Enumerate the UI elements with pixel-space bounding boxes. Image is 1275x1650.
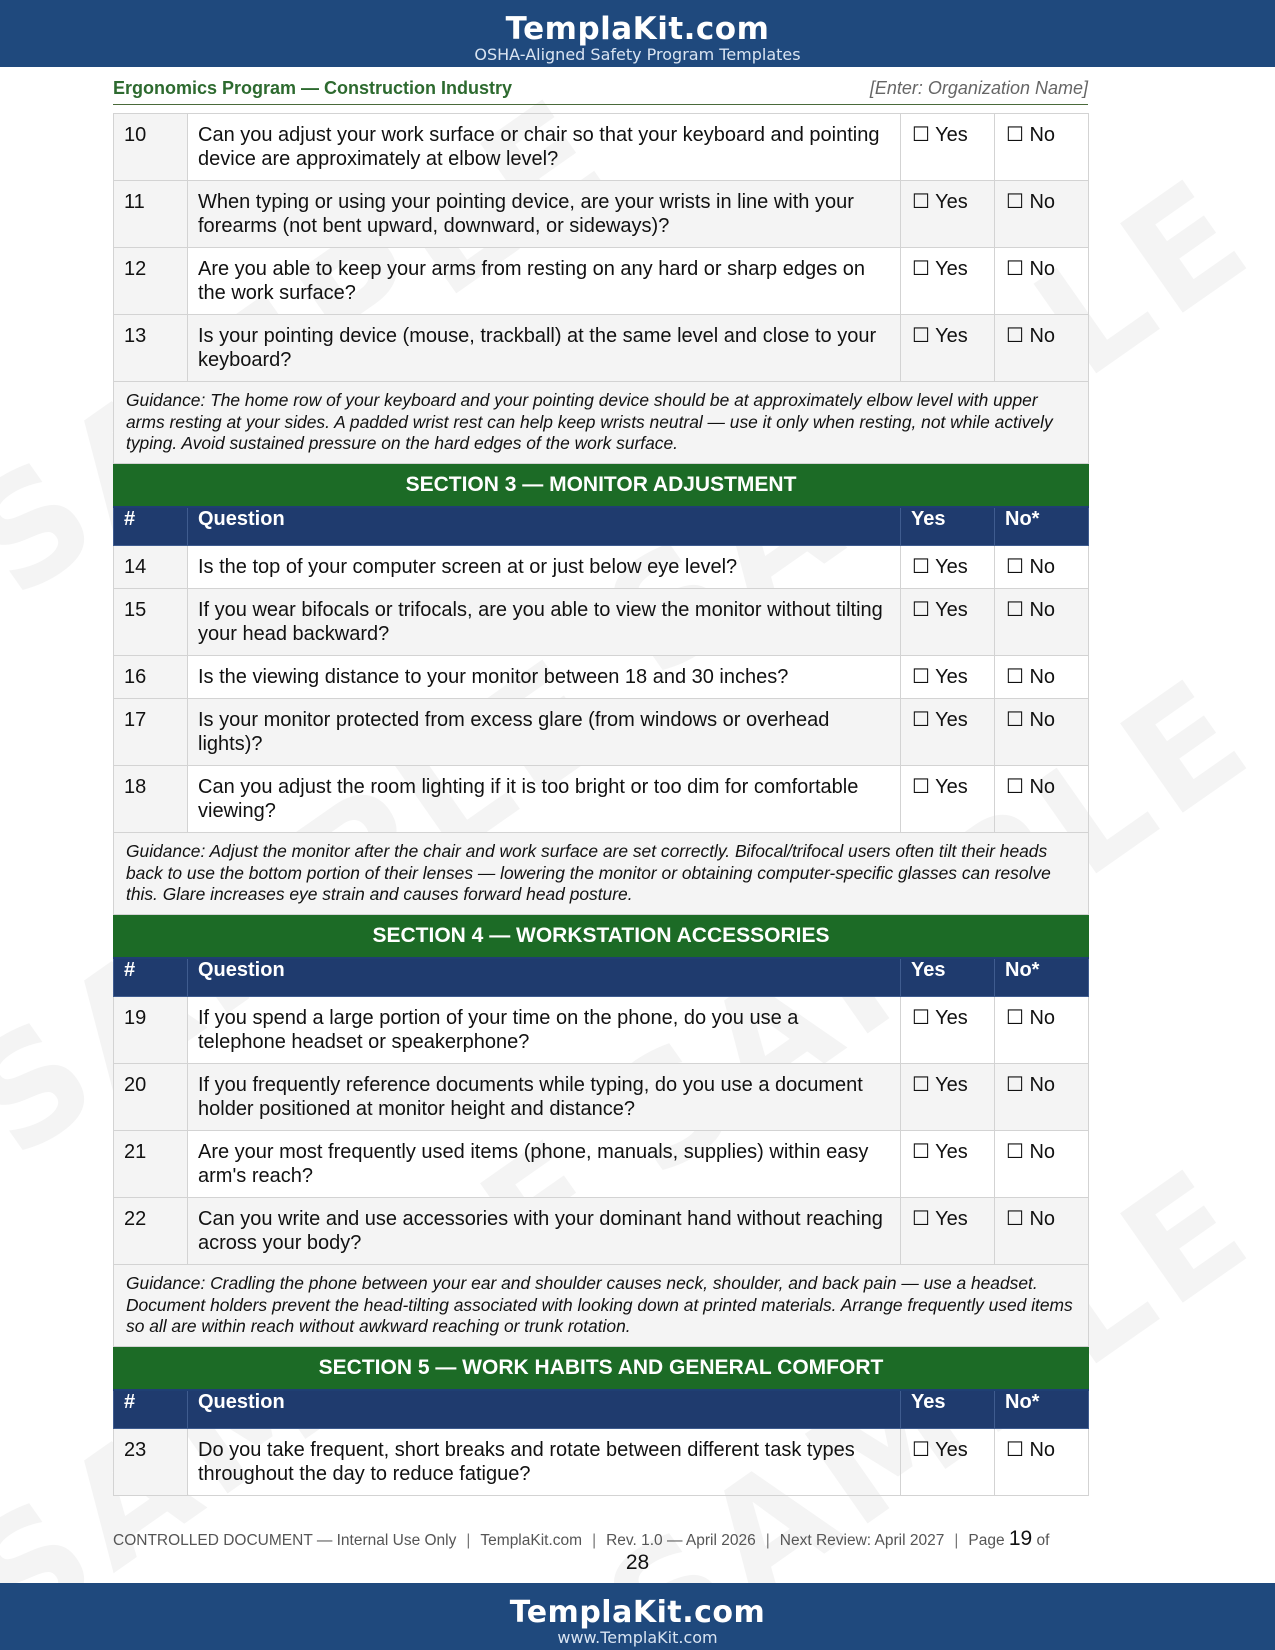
no-checkbox[interactable]: ☐ No: [995, 248, 1089, 315]
document-title: Ergonomics Program — Construction Industry: [113, 78, 513, 98]
question-text: Can you adjust your work surface or chair so that your keyboard and pointing device are approximately at elbow level?: [188, 114, 901, 181]
guidance-text: Guidance: Cradling the phone between your ear and shoulder causes neck, shoulder, and back pain — use a headset. Document holders prevent the head-tilting associated with looking down at printed materials. Arrange frequently used items so all are within reach without awkward reaching or trunk rotation.: [114, 1265, 1089, 1347]
footer-page-label: Page: [968, 1532, 1005, 1549]
no-checkbox[interactable]: ☐ No: [995, 1064, 1089, 1131]
yes-checkbox[interactable]: ☐ Yes: [901, 181, 995, 248]
footer-of-label: of: [1036, 1532, 1050, 1549]
yes-checkbox[interactable]: ☐ Yes: [901, 1429, 995, 1496]
question-number: 23: [114, 1429, 188, 1496]
yes-checkbox[interactable]: ☐ Yes: [901, 766, 995, 833]
question-number: 19: [114, 997, 188, 1064]
question-text: Is the viewing distance to your monitor between 18 and 30 inches?: [188, 656, 901, 699]
yes-checkbox[interactable]: ☐ Yes: [901, 1131, 995, 1198]
page-footer: [113, 1526, 1161, 1553]
yes-checkbox[interactable]: ☐ Yes: [901, 248, 995, 315]
section-title: SECTION 4 — WORKSTATION ACCESSORIES: [114, 914, 1089, 958]
question-row: [114, 315, 1089, 382]
no-checkbox[interactable]: ☐ No: [995, 1429, 1089, 1496]
brand-logo-text: TemplaKit.com: [505, 11, 770, 47]
question-row: [114, 699, 1089, 766]
question-number: 16: [114, 656, 188, 699]
top-banner: [0, 0, 1275, 67]
no-checkbox[interactable]: ☐ No: [995, 699, 1089, 766]
column-header-no: No*: [995, 958, 1089, 997]
question-number: 15: [114, 589, 188, 656]
question-text: Can you write and use accessories with your dominant hand without reaching across your body?: [188, 1198, 901, 1265]
yes-checkbox[interactable]: ☐ Yes: [901, 589, 995, 656]
footer-page-number: 19: [1008, 1527, 1033, 1550]
bottom-site-url[interactable]: www.TemplaKit.com: [557, 1628, 718, 1647]
question-text: If you wear bifocals or trifocals, are you able to view the monitor without tilting your head backward?: [188, 589, 901, 656]
footer-revision: Rev. 1.0 — April 2026: [606, 1532, 756, 1549]
no-checkbox[interactable]: ☐ No: [995, 1131, 1089, 1198]
footer-separator: |: [765, 1532, 770, 1549]
guidance-row: [114, 382, 1089, 464]
yes-checkbox[interactable]: ☐ Yes: [901, 546, 995, 589]
footer-separator: |: [466, 1532, 471, 1549]
footer-separator: |: [954, 1532, 959, 1549]
question-text: Are your most frequently used items (phone, manuals, supplies) within easy arm's reach?: [188, 1131, 901, 1198]
question-text: Are you able to keep your arms from resting on any hard or sharp edges on the work surface?: [188, 248, 901, 315]
no-checkbox[interactable]: ☐ No: [995, 656, 1089, 699]
question-number: 12: [114, 248, 188, 315]
question-number: 11: [114, 181, 188, 248]
column-header-yes: Yes: [901, 1390, 995, 1429]
question-number: 21: [114, 1131, 188, 1198]
checklist-table: [113, 113, 1089, 1496]
guidance-row: [114, 1265, 1089, 1347]
question-text: If you spend a large portion of your time on the phone, do you use a telephone headset or speakerphone?: [188, 997, 901, 1064]
no-checkbox[interactable]: ☐ No: [995, 315, 1089, 382]
bottom-banner: [0, 1583, 1275, 1650]
section-title: SECTION 5 — WORK HABITS AND GENERAL COMFORT: [114, 1346, 1089, 1390]
column-header-question: Question: [188, 1390, 901, 1429]
question-number: 20: [114, 1064, 188, 1131]
section-title: SECTION 3 — MONITOR ADJUSTMENT: [114, 463, 1089, 507]
question-number: 17: [114, 699, 188, 766]
guidance-row: [114, 833, 1089, 915]
yes-checkbox[interactable]: ☐ Yes: [901, 656, 995, 699]
footer-next-review: Next Review: April 2027: [779, 1532, 945, 1549]
question-row: [114, 1429, 1089, 1496]
column-header-no: No*: [995, 1390, 1089, 1429]
column-header-yes: Yes: [901, 958, 995, 997]
column-header-row: [114, 958, 1089, 997]
question-text: Is the top of your computer screen at or just below eye level?: [188, 546, 901, 589]
document-header: [113, 76, 1088, 105]
yes-checkbox[interactable]: ☐ Yes: [901, 1198, 995, 1265]
no-checkbox[interactable]: ☐ No: [995, 589, 1089, 656]
question-row: [114, 546, 1089, 589]
yes-checkbox[interactable]: ☐ Yes: [901, 315, 995, 382]
question-number: 18: [114, 766, 188, 833]
question-text: Can you adjust the room lighting if it is too bright or too dim for comfortable viewing?: [188, 766, 901, 833]
question-row: [114, 181, 1089, 248]
bottom-brand-text: TemplaKit.com: [509, 1595, 766, 1630]
section-title-row: [114, 914, 1089, 958]
no-checkbox[interactable]: ☐ No: [995, 181, 1089, 248]
question-text: Is your monitor protected from excess glare (from windows or overhead lights)?: [188, 699, 901, 766]
column-header-question: Question: [188, 958, 901, 997]
question-number: 13: [114, 315, 188, 382]
yes-checkbox[interactable]: ☐ Yes: [901, 997, 995, 1064]
no-checkbox[interactable]: ☐ No: [995, 766, 1089, 833]
question-text: Is your pointing device (mouse, trackball) at the same level and close to your keyboard?: [188, 315, 901, 382]
yes-checkbox[interactable]: ☐ Yes: [901, 1064, 995, 1131]
column-header-question: Question: [188, 507, 901, 546]
column-header-number: #: [114, 1390, 188, 1429]
question-number: 10: [114, 114, 188, 181]
guidance-text: Guidance: The home row of your keyboard and your pointing device should be at approximately elbow level with upper arms resting at your sides. A padded wrist rest can help keep wrists neutral — use it only when resting, not while actively typing. Avoid sustained pressure on the hard edges of the work surface.: [114, 382, 1089, 464]
footer-page-total: 28: [625, 1551, 650, 1574]
question-row: [114, 1064, 1089, 1131]
checklist-body: [114, 114, 1089, 1496]
column-header-number: #: [114, 507, 188, 546]
yes-checkbox[interactable]: ☐ Yes: [901, 114, 995, 181]
brand-tagline: OSHA-Aligned Safety Program Templates: [474, 45, 801, 64]
question-row: [114, 656, 1089, 699]
column-header-number: #: [114, 958, 188, 997]
footer-control-notice: CONTROLLED DOCUMENT — Internal Use Only: [113, 1532, 457, 1549]
yes-checkbox[interactable]: ☐ Yes: [901, 699, 995, 766]
no-checkbox[interactable]: ☐ No: [995, 1198, 1089, 1265]
column-header-row: [114, 507, 1089, 546]
question-row: [114, 114, 1089, 181]
question-row: [114, 589, 1089, 656]
question-row: [114, 1198, 1089, 1265]
question-text: When typing or using your pointing device, are your wrists in line with your forearms (not bent upward, downward, or sideways)?: [188, 181, 901, 248]
question-row: [114, 1131, 1089, 1198]
no-checkbox[interactable]: ☐ No: [995, 114, 1089, 181]
section-title-row: [114, 1346, 1089, 1390]
section-title-row: [114, 463, 1089, 507]
question-text: If you frequently reference documents while typing, do you use a document holder positioned at monitor height and distance?: [188, 1064, 901, 1131]
question-row: [114, 766, 1089, 833]
column-header-row: [114, 1390, 1089, 1429]
footer-site: TemplaKit.com: [480, 1532, 583, 1549]
question-row: [114, 997, 1089, 1064]
guidance-text: Guidance: Adjust the monitor after the chair and work surface are set correctly. Bifocal/trifocal users often tilt their heads back to use the bottom portion of their lenses — lowering the monitor or obtaining computer-specific glasses can resolve this. Glare increases eye strain and causes forward head posture.: [114, 833, 1089, 915]
organization-name-field[interactable]: [Enter: Organization Name]: [869, 78, 1088, 98]
question-text: Do you take frequent, short breaks and rotate between different task types throughout the day to reduce fatigue?: [188, 1429, 901, 1496]
question-number: 14: [114, 546, 188, 589]
no-checkbox[interactable]: ☐ No: [995, 546, 1089, 589]
footer-separator: |: [592, 1532, 597, 1549]
column-header-no: No*: [995, 507, 1089, 546]
no-checkbox[interactable]: ☐ No: [995, 997, 1089, 1064]
column-header-yes: Yes: [901, 507, 995, 546]
question-number: 22: [114, 1198, 188, 1265]
question-row: [114, 248, 1089, 315]
